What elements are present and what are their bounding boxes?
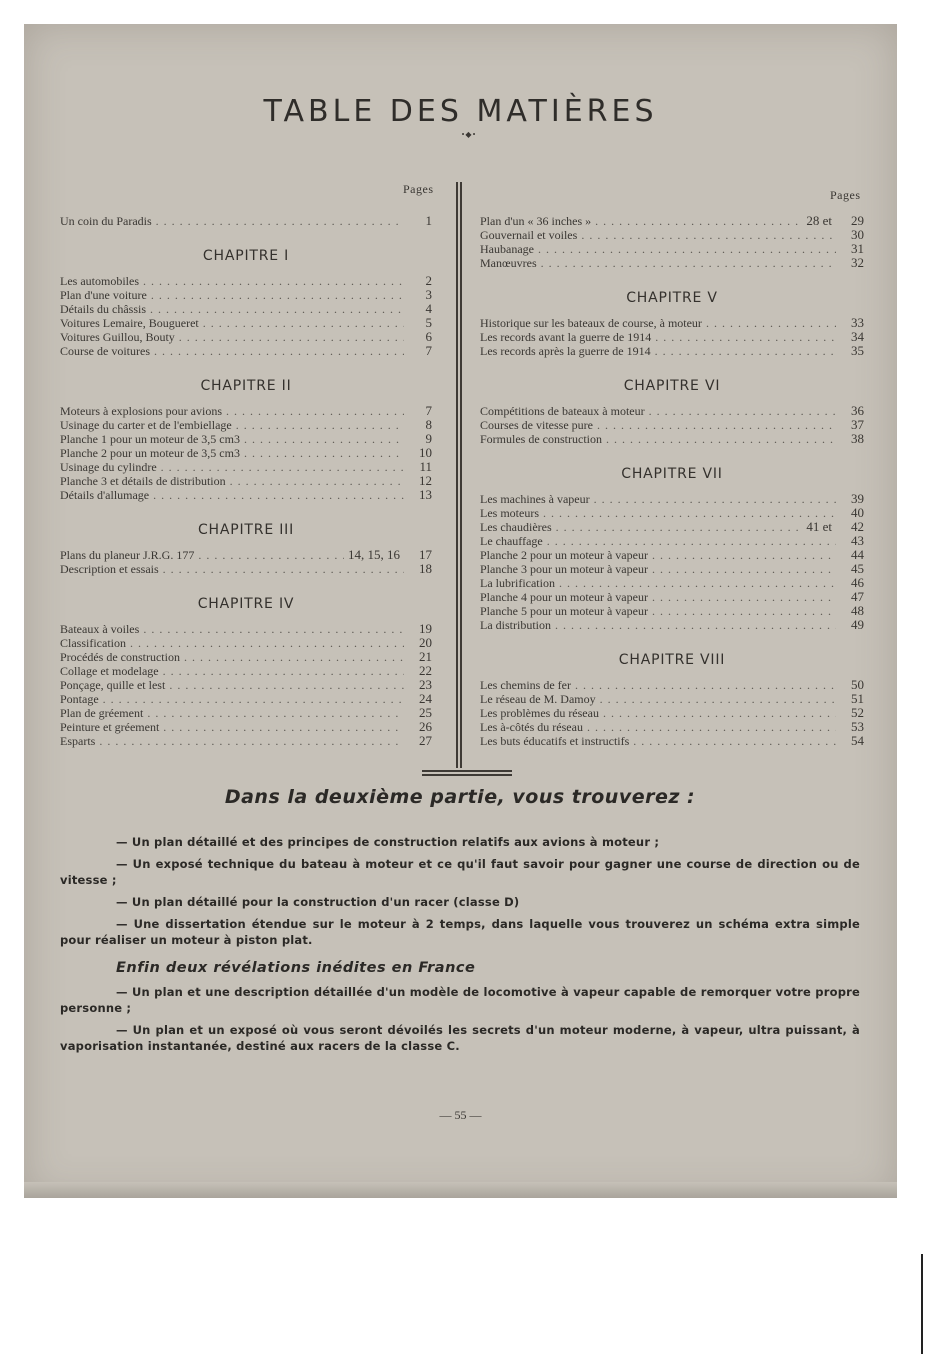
toc-entry: Planche 1 pour un moteur de 3,5 cm3 . . . 9 [60, 432, 432, 446]
chapter-title: CHAPITRE V [626, 290, 718, 306]
second-part-paragraph: — Un exposé technique du bateau à moteur et ce qu'il faut savoir pour gagner une course de direction ou de vitesse ; [60, 857, 860, 887]
scan-edge-mark [921, 1254, 923, 1354]
toc-entry: Peinture et gréement . . . 26 [60, 720, 432, 734]
document-page [24, 24, 897, 1198]
title-ornament: •◆• [461, 130, 477, 139]
toc-entry: Les automobiles . . . 2 [60, 274, 432, 288]
toc-entry: Le réseau de M. Damoy . . . 51 [480, 692, 864, 706]
toc-entry: Plan de gréement . . . 25 [60, 706, 432, 720]
toc-right-column [480, 214, 864, 748]
chapter-title: CHAPITRE VIII [618, 652, 726, 668]
chapter-title: CHAPITRE VII [621, 466, 723, 482]
toc-entry: Pontage . . . 24 [60, 692, 432, 706]
toc-entry: Voitures Guillou, Bouty . . . 6 [60, 330, 432, 344]
section-divider [422, 774, 512, 776]
chapter-entries [480, 492, 864, 632]
chapter-entries [480, 316, 864, 358]
toc-entry: Esparts . . . 27 [60, 734, 432, 748]
toc-entry: Plan d'une voiture . . . 3 [60, 288, 432, 302]
toc-entry: Les records après la guerre de 1914 . . . 35 [480, 344, 864, 358]
toc-entry: Haubanage . . . 31 [480, 242, 864, 256]
pages-header-right: Pages [830, 188, 861, 202]
toc-entry: Manœuvres . . . 32 [480, 256, 864, 270]
toc-entry: Plans du planeur J.R.G. 177 . . . 14, 15, 16 17 [60, 548, 432, 562]
second-part-paragraph: — Un plan détaillé pour la construction d'un racer (classe D) [116, 895, 520, 909]
toc-entry: Voitures Lemaire, Bougueret . . . 5 [60, 316, 432, 330]
toc-entry: Procédés de construction . . . 21 [60, 650, 432, 664]
toc-entry: Usinage du carter et de l'embiellage . . . 8 [60, 418, 432, 432]
toc-entry: Planche 3 et détails de distribution . . . 12 [60, 474, 432, 488]
toc-entry: Classification . . . 20 [60, 636, 432, 650]
chapter-title: CHAPITRE I [202, 248, 290, 264]
toc-entry: Usinage du cylindre . . . 11 [60, 460, 432, 474]
toc-entry: Planche 3 pour un moteur à vapeur . . . 45 [480, 562, 864, 576]
chapter-title: CHAPITRE IV [197, 596, 295, 612]
toc-entry: Les chemins de fer . . . 50 [480, 678, 864, 692]
page-title: TABLE DES MATIÈRES [263, 94, 658, 129]
toc-entry: La lubrification . . . 46 [480, 576, 864, 590]
chapter-entries [60, 622, 432, 748]
chapter-entries [480, 214, 864, 270]
second-part-section [60, 786, 860, 1060]
toc-entry: Les moteurs . . . 40 [480, 506, 864, 520]
revelation-paragraph: — Un plan et une description détaillée d'un modèle de locomotive à vapeur capable de remorquer votre propre personne ; [60, 985, 860, 1015]
toc-entry: Planche 5 pour un moteur à vapeur . . . 48 [480, 604, 864, 618]
toc-entry: Planche 2 pour un moteur à vapeur . . . 44 [480, 548, 864, 562]
toc-entry: Formules de construction . . . 38 [480, 432, 864, 446]
toc-entry: Les chaudières . . . 41 et 42 [480, 520, 864, 534]
toc-entry: Les records avant la guerre de 1914 . . . 34 [480, 330, 864, 344]
second-part-paragraph: — Une dissertation étendue sur le moteur à 2 temps, dans laquelle vous trouverez un schéma extra simple pour réaliser un moteur à piston plat. [60, 917, 860, 947]
toc-entry: Course de voitures . . . 7 [60, 344, 432, 358]
toc-entry: Le chauffage . . . 43 [480, 534, 864, 548]
chapter-title: CHAPITRE II [200, 378, 292, 394]
chapter-entries [60, 548, 432, 576]
toc-entry: Détails du châssis . . . 4 [60, 302, 432, 316]
toc-entry: Moteurs à explosions pour avions . . . 7 [60, 404, 432, 418]
toc-entry: Les buts éducatifs et instructifs . . . 54 [480, 734, 864, 748]
chapter-title: CHAPITRE VI [623, 378, 721, 394]
chapter-title: CHAPITRE III [197, 522, 294, 538]
toc-entry: Bateaux à voiles . . . 19 [60, 622, 432, 636]
toc-entry: Plan d'un « 36 inches » . . . 28 et 29 [480, 214, 864, 228]
revelation-paragraph: — Un plan et un exposé où vous seront dévoilés les secrets d'un moteur moderne, à vapeur, ultra puissant, à vaporisation instantanée, destiné aux racers de la classe C. [60, 1023, 860, 1053]
toc-left-column [60, 214, 432, 748]
page-number: — 55 — [439, 1108, 482, 1122]
section-divider [422, 770, 512, 772]
chapter-entries [480, 678, 864, 748]
second-part-title: Dans la deuxième partie, vous trouverez : [224, 786, 696, 808]
column-divider [456, 182, 458, 768]
pages-header-left: Pages [403, 182, 434, 196]
toc-entry: Ponçage, quille et lest . . . 23 [60, 678, 432, 692]
toc-entry: Compétitions de bateaux à moteur . . . 36 [480, 404, 864, 418]
toc-entry: Les problèmes du réseau . . . 52 [480, 706, 864, 720]
revelations-title: Enfin deux révélations inédites en France [116, 960, 476, 976]
toc-entry: La distribution . . . 49 [480, 618, 864, 632]
toc-entry: Planche 4 pour un moteur à vapeur . . . 47 [480, 590, 864, 604]
toc-entry: Les machines à vapeur . . . 39 [480, 492, 864, 506]
toc-entry: Planche 2 pour un moteur de 3,5 cm3 . . . 10 [60, 446, 432, 460]
toc-entry: Gouvernail et voiles . . . 30 [480, 228, 864, 242]
column-divider [460, 182, 462, 768]
toc-entry: Historique sur les bateaux de course, à moteur . . . 33 [480, 316, 864, 330]
chapter-entries [60, 274, 432, 358]
toc-entry: Les à-côtés du réseau . . . 53 [480, 720, 864, 734]
toc-entry: Un coin du Paradis . . . 1 [60, 214, 432, 228]
toc-entry: Détails d'allumage . . . 13 [60, 488, 432, 502]
chapter-entries [60, 404, 432, 502]
toc-entry: Collage et modelage . . . 22 [60, 664, 432, 678]
second-part-paragraph: — Un plan détaillé et des principes de construction relatifs aux avions à moteur ; [116, 835, 660, 849]
toc-entry: Description et essais . . . 18 [60, 562, 432, 576]
toc-entry: Courses de vitesse pure . . . 37 [480, 418, 864, 432]
chapter-entries [480, 404, 864, 446]
